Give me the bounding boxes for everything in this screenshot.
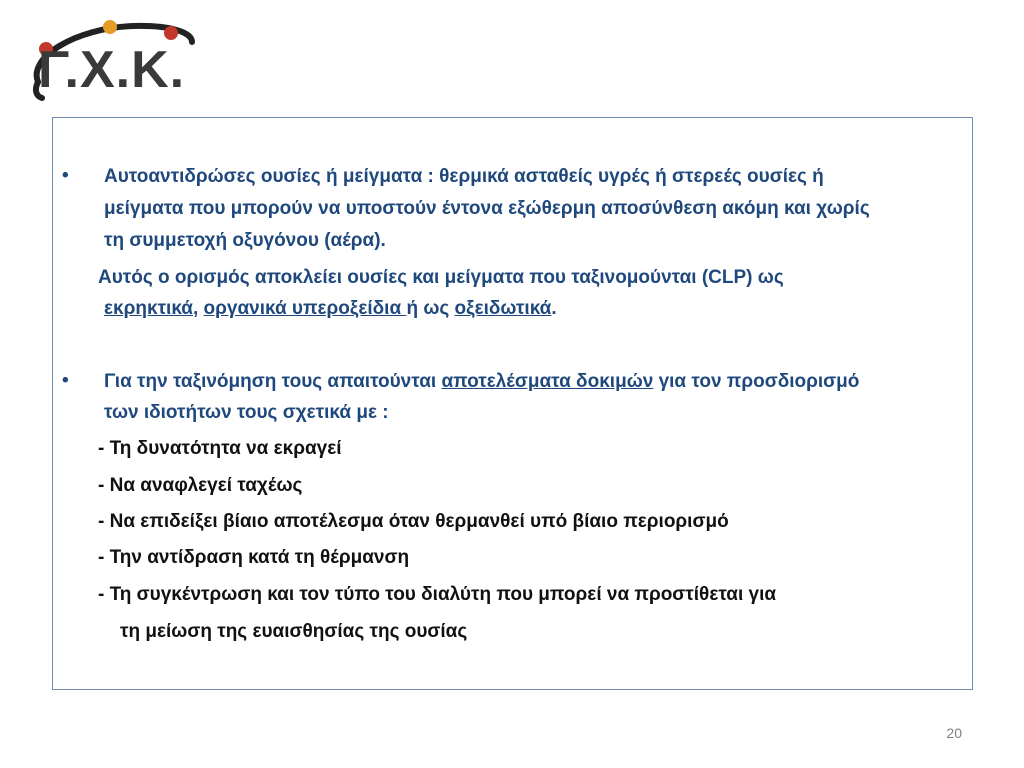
bullet-marker-1: •: [62, 165, 69, 186]
link-oxidizing[interactable]: οξειδωτικά: [454, 298, 552, 319]
bullet2-line1: [104, 370, 859, 394]
bullet2-line2: των ιδιοτήτων τους σχετικά με :: [104, 402, 389, 423]
bullet1-line2: μείγματα που μπορούν να υποστούν έντονα εξώθερμη αποσύνθεση ακόμη και χωρίς: [104, 198, 870, 219]
sub-item-1: - Τη δυνατότητα να εκραγεί: [98, 438, 342, 459]
link-test-results[interactable]: αποτελέσματα δοκιμών: [441, 371, 654, 392]
logo-text: Γ.Χ.Κ.: [38, 41, 186, 99]
bullet-marker-2: •: [62, 370, 69, 391]
page-number: 20: [946, 725, 962, 741]
sub-item-5-line2: τη μείωση της ευαισθησίας της ουσίας: [120, 621, 468, 642]
sub-item-5-line1: - Τη συγκέντρωση και τον τύπο του διαλύτη που μπορεί να προστίθεται για: [98, 584, 777, 605]
logo-dot-orange-top: [103, 20, 117, 34]
sub-item-4: - Την αντίδραση κατά τη θέρμανση: [98, 547, 410, 568]
note-mid: ή ως: [406, 298, 455, 319]
bullet1-line1: Αυτοαντιδρώσες ουσίες ή μείγματα : θερμικά ασταθείς υγρές ή στερεές ουσίες ή: [104, 166, 824, 187]
bullet1-line3: τη συμμετοχή οξυγόνου (αέρα).: [104, 230, 386, 251]
note-end: .: [551, 298, 557, 319]
sub-item-2: - Να αναφλεγεί ταχέως: [98, 475, 303, 496]
note-line1: Αυτός ο ορισμός αποκλείει ουσίες και μείγματα που ταξινομούνται (CLP) ως: [98, 267, 784, 288]
link-explosives[interactable]: εκρηκτικά: [104, 298, 193, 319]
note-line2: [104, 297, 557, 321]
logo-dot-red-right: [164, 26, 178, 40]
bullet2-post: για τον προσδιορισμό: [653, 371, 860, 392]
sub-item-3: - Να επιδείξει βίαιο αποτέλεσμα όταν θερμανθεί υπό βίαιο περιορισμό: [98, 511, 729, 532]
bullet2-pre: Για την ταξινόμηση τους απαιτούνται: [104, 371, 442, 392]
note-sep1: ,: [192, 298, 204, 319]
link-organic-peroxides[interactable]: οργανικά υπεροξείδια: [203, 298, 407, 319]
